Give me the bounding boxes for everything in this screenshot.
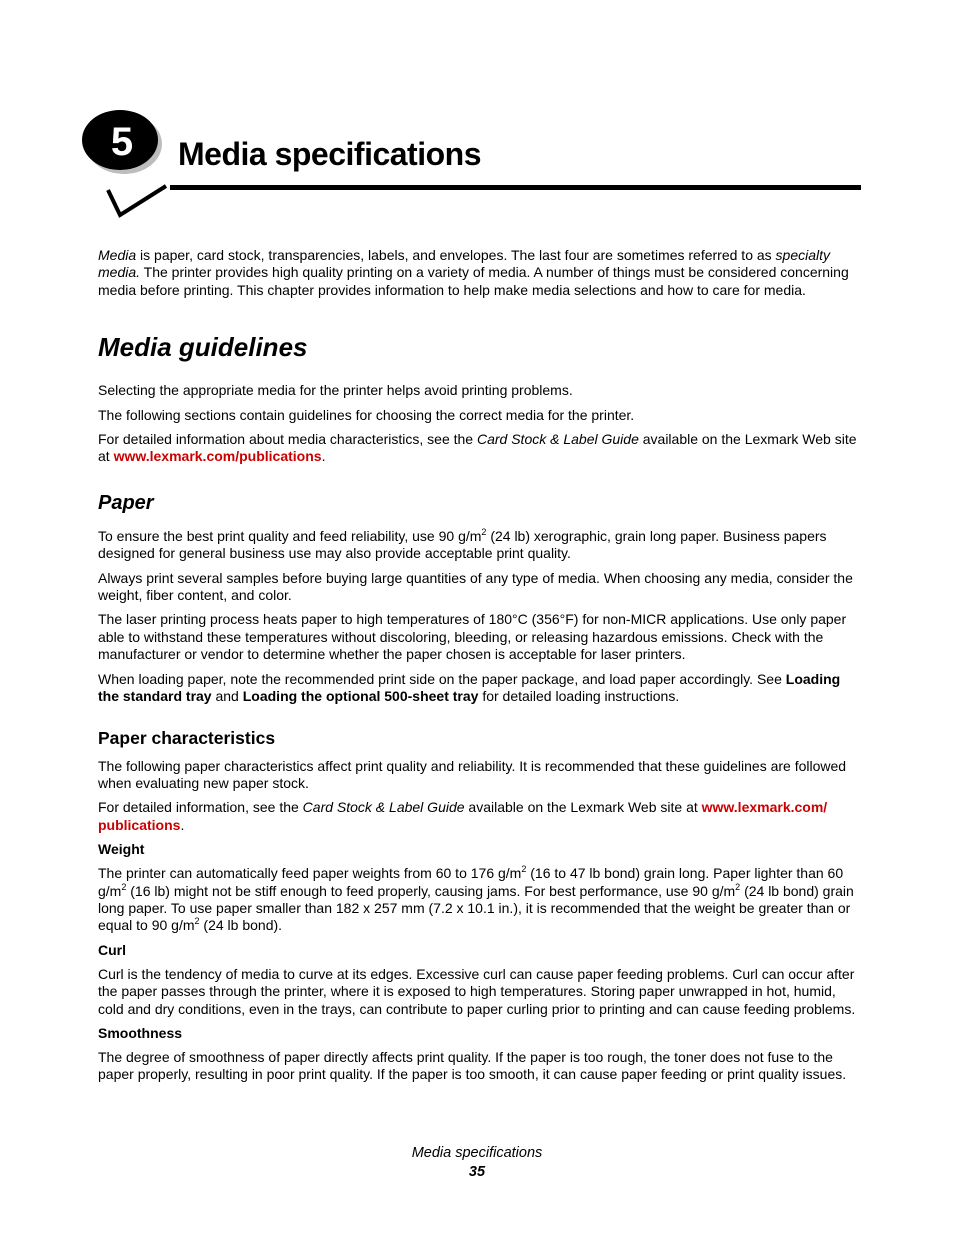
publications-link-2[interactable]: www.lexmark.com/ publications xyxy=(98,799,828,833)
guidelines-paragraph-1: Selecting the appropriate media for the printer helps avoid printing problems. xyxy=(98,382,573,399)
publications-link[interactable]: www.lexmark.com/publications xyxy=(113,448,322,465)
page-content xyxy=(98,247,858,1091)
weight-paragraph: The printer can automatically feed paper weights from 60 to 176 $g/m^2$ (16 to 47 lb bond) grain long. Paper lighter than 60 $g/m^2$ (16 lb) might not be stiff enough to feed properly, causing jams. For best performance, use 90 $g/m^2$ (24 lb bond) grain long paper. To use paper smaller than 182 x 257 mm (7.2 x 10.1 in.), it is recommended that the weight be greater than or equal to 90 $g/m^2$ (24 lb bond). xyxy=(98,864,854,934)
chapter-number: 5 xyxy=(110,120,134,164)
heading-curl: Curl xyxy=(98,941,126,958)
paper-paragraph-3: The laser printing process heats paper to high temperatures of 180°C (356°F) for non-MICR applications. Use only paper able to withstand these temperatures without discoloring, bleeding, or releasing hazardous emissions. Check with the manufacturer or vendor to determine whether the paper chosen is acceptable for laser printers. xyxy=(98,611,847,663)
footer-title: Media specifications xyxy=(411,1145,543,1161)
page-number: 35 xyxy=(468,1164,486,1180)
heading-smoothness: Smoothness xyxy=(98,1024,183,1041)
guidelines-paragraph-3: For detailed information about media characteristics, see the Card Stock & Label Guide available on the Lexmark Web site at www.lexmark.com/publications. xyxy=(98,431,857,465)
paper-paragraph-4: When loading paper, note the recommended print side on the paper package, and load paper accordingly. See Loading the standard tray and Loading the optional 500-sheet tray for detailed loading instructions. xyxy=(98,670,841,705)
subsection-heading-paper-characteristics: Paper characteristics xyxy=(98,727,276,748)
heading-weight: Weight xyxy=(98,841,145,858)
characteristics-paragraph-1: The following paper characteristics affect print quality and reliability. It is recommended that these guidelines are followed when evaluating new paper stock. xyxy=(98,757,847,791)
chapter-number-badge xyxy=(78,110,168,222)
title-rule xyxy=(170,185,861,190)
subsection-heading-paper: Paper xyxy=(98,491,154,514)
smoothness-paragraph: The degree of smoothness of paper directly affects print quality. If the paper is too rough, the toner does not fuse to the paper properly, resulting in poor print quality. If the paper is too smooth, it can cause paper feeding or print quality issues. xyxy=(98,1048,847,1083)
intro-paragraph: Media is paper, card stock, transparencies, labels, and envelopes. The last four are sometimes referred to as specialty media. The printer provides high quality printing on a variety of media. A number of things must be considered concerning media before printing. This chapter provides information to help make media selections and how to care for media. xyxy=(98,247,849,298)
paper-paragraph-1: To ensure the best print quality and feed reliability, use 90 $g/m^2$ (24 lb) xerographic, grain long paper. Business papers designed for general business use may also provide acceptable print quality. xyxy=(98,526,827,562)
chapter-title: Media specifications xyxy=(178,136,481,172)
curl-paragraph: Curl is the tendency of media to curve at its edges. Excessive curl can cause paper feeding problems. Curl can occur after the paper passes through the printer, where it is exposed to high temperatures. Storing paper unwrapped in hot, humid, cold and dry conditions, even in the trays, can contribute to paper curling prior to printing and can cause feeding problems. xyxy=(98,965,856,1017)
section-heading-media-guidelines: Media guidelines xyxy=(98,332,308,363)
loading-standard-tray-ref: Loading the standard tray xyxy=(98,670,841,705)
characteristics-paragraph-2: For detailed information, see the Card Stock & Label Guide available on the Lexmark Web site at www.lexmark.com/ publications. xyxy=(98,799,828,833)
loading-optional-tray-ref: Loading the optional 500-sheet tray xyxy=(242,688,479,705)
guidelines-paragraph-2: The following sections contain guidelines for choosing the correct media for the printer. xyxy=(98,406,635,423)
paper-paragraph-2: Always print several samples before buying large quantities of any type of media. When choosing any media, consider the weight, fiber content, and color. xyxy=(98,569,853,604)
